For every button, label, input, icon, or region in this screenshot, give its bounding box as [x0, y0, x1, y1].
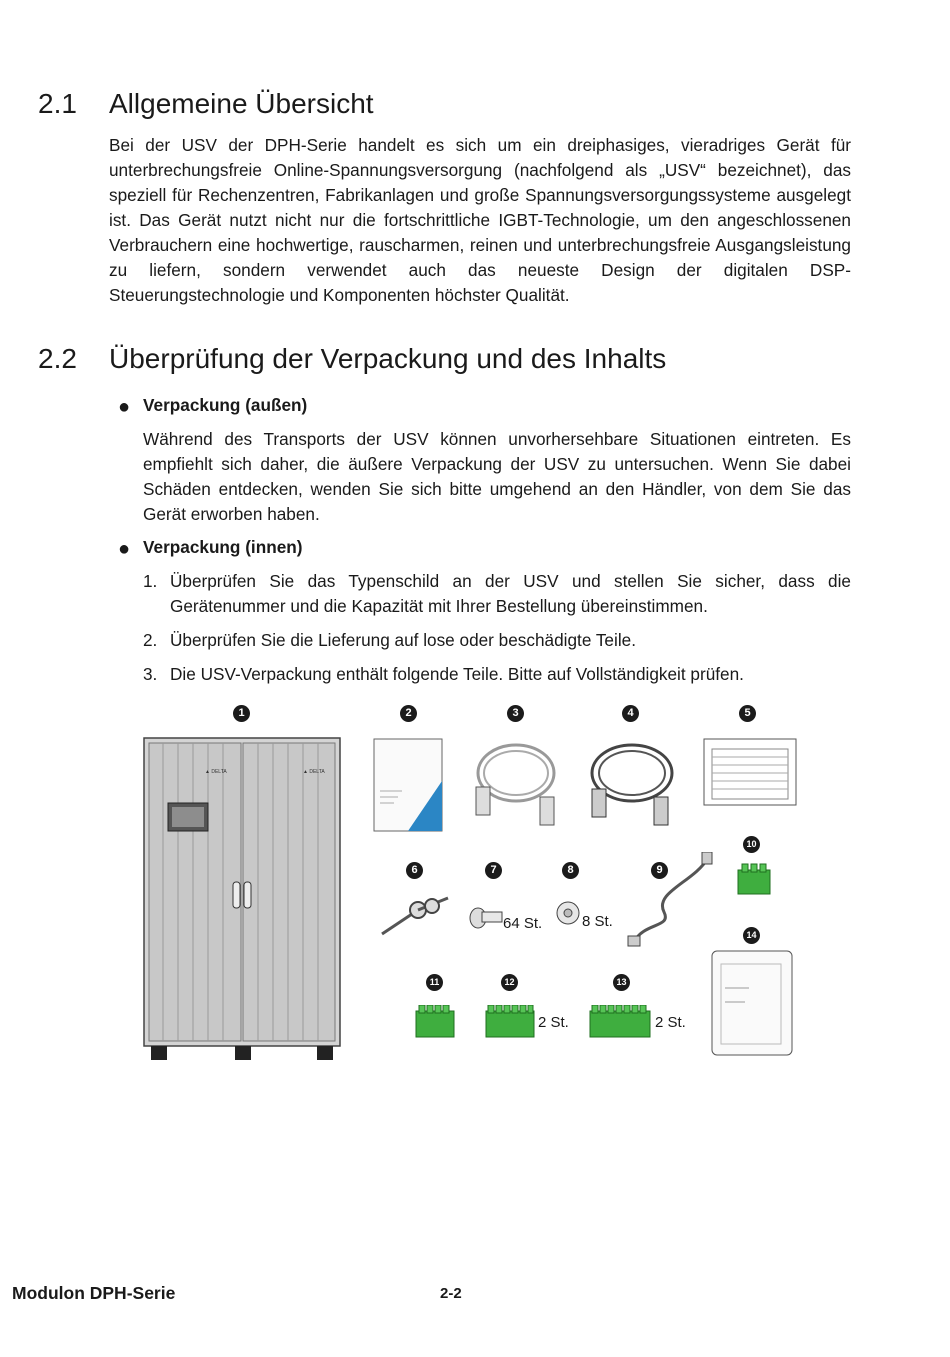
item-badge: 4 [622, 705, 639, 722]
keys-illustration [378, 890, 454, 940]
communication-cable-illustration [584, 735, 680, 831]
step-text: Überprüfen Sie das Typenschild an der USV und stellen Sie sicher, dass die Gerätenummer und die Kapazität mit Ihrer Bestellung übereinstimmen. [170, 571, 851, 616]
bullet-icon: ● [118, 538, 131, 560]
step-item [143, 569, 851, 619]
svg-text:▲ DELTA: ▲ DELTA [303, 769, 325, 775]
section-2-1-heading [38, 88, 374, 120]
item-badge: 2 [400, 705, 417, 722]
step-text: Die USV-Verpackung enthält folgende Teile. Bitte auf Vollständigkeit prüfen. [170, 664, 744, 684]
item-badge: 10 [743, 836, 760, 853]
outer-packaging-paragraph: Während des Transports der USV können unvorhersehbare Situationen eintreten. Es empfiehlt sich daher, die äußere Verpackung der USV zu untersuchen. Wenn Sie dabei Schäden entdecken, wenden Sie sich bitte umgehend an den Händler, von dem Sie das Gerät erworben haben. [143, 429, 851, 524]
footer-page-number: 2-2 [440, 1285, 462, 1302]
item-badge: 3 [507, 705, 524, 722]
item-badge: 6 [406, 862, 423, 879]
quantity-label: 64 St. [503, 915, 543, 932]
footer-product-name: Modulon DPH-Serie [12, 1283, 176, 1303]
terminal-block-illustration [734, 862, 774, 898]
section-title: Allgemeine Übersicht [109, 88, 374, 119]
accessory-bag-illustration [709, 948, 795, 1058]
terminal-block-illustration [414, 1005, 456, 1039]
screw-illustration [468, 900, 504, 932]
item-badge: 5 [739, 705, 756, 722]
ups-cabinet-illustration [143, 737, 341, 1063]
step-item [143, 662, 851, 687]
step-number: 3. [143, 664, 158, 684]
quantity-label: 8 St. [582, 913, 613, 930]
item-badge: 8 [562, 862, 579, 879]
test-report-illustration [702, 737, 798, 807]
bullet-icon: ● [118, 396, 131, 418]
usb-cable-illustration [624, 852, 714, 948]
overview-paragraph: Bei der USV der DPH-Serie handelt es sich um ein dreiphasiges, vieradriges Gerät für unterbrechungsfreie Online-Spannungsversorgung (nachfolgend als „USV“ bezeichnet), das speziell für Rechenzentren, Fabrikanlagen und große Spannungsversorgungssysteme ausgelegt ist. Das Gerät nutzt nicht nur die fortschrittliche IGBT-Technologie, um den angeschlossenen Verbrauchern eine hochwertige, rauscharmen, reinen und unterbrechungsfreie Ausgangsleistung zu liefern, sondern verwendet auch das neueste Design der digitalen DSP-Steuerungstechnologie und Komponenten höchster Qualität. [109, 135, 851, 305]
item-badge: 7 [485, 862, 502, 879]
section-number: 2.1 [38, 88, 77, 119]
bullet-heading-inner: Verpackung (innen) [143, 537, 303, 557]
item-badge: 14 [743, 927, 760, 944]
section-number: 2.2 [38, 343, 77, 374]
washer-screw-illustration [554, 898, 582, 928]
item-badge: 1 [233, 705, 250, 722]
svg-text:▲ DELTA: ▲ DELTA [205, 769, 227, 775]
step-item [143, 628, 851, 653]
step-number: 1. [143, 571, 158, 591]
quantity-label: 2 St. [655, 1014, 686, 1031]
quantity-label: 2 St. [538, 1014, 569, 1031]
bullet-heading-outer: Verpackung (außen) [143, 395, 308, 415]
step-number: 2. [143, 630, 158, 650]
step-text: Überprüfen Sie die Lieferung auf lose oder beschädigte Teile. [170, 630, 636, 650]
serial-cable-illustration [470, 735, 566, 831]
terminal-block-illustration [484, 1005, 536, 1039]
item-badge: 12 [501, 974, 518, 991]
terminal-block-illustration [588, 1005, 652, 1039]
user-manual-illustration [372, 737, 444, 833]
item-badge: 13 [613, 974, 630, 991]
section-2-2-heading [38, 343, 666, 375]
item-badge: 9 [651, 862, 668, 879]
section-title: Überprüfung der Verpackung und des Inhalts [109, 343, 667, 374]
item-badge: 11 [426, 974, 443, 991]
